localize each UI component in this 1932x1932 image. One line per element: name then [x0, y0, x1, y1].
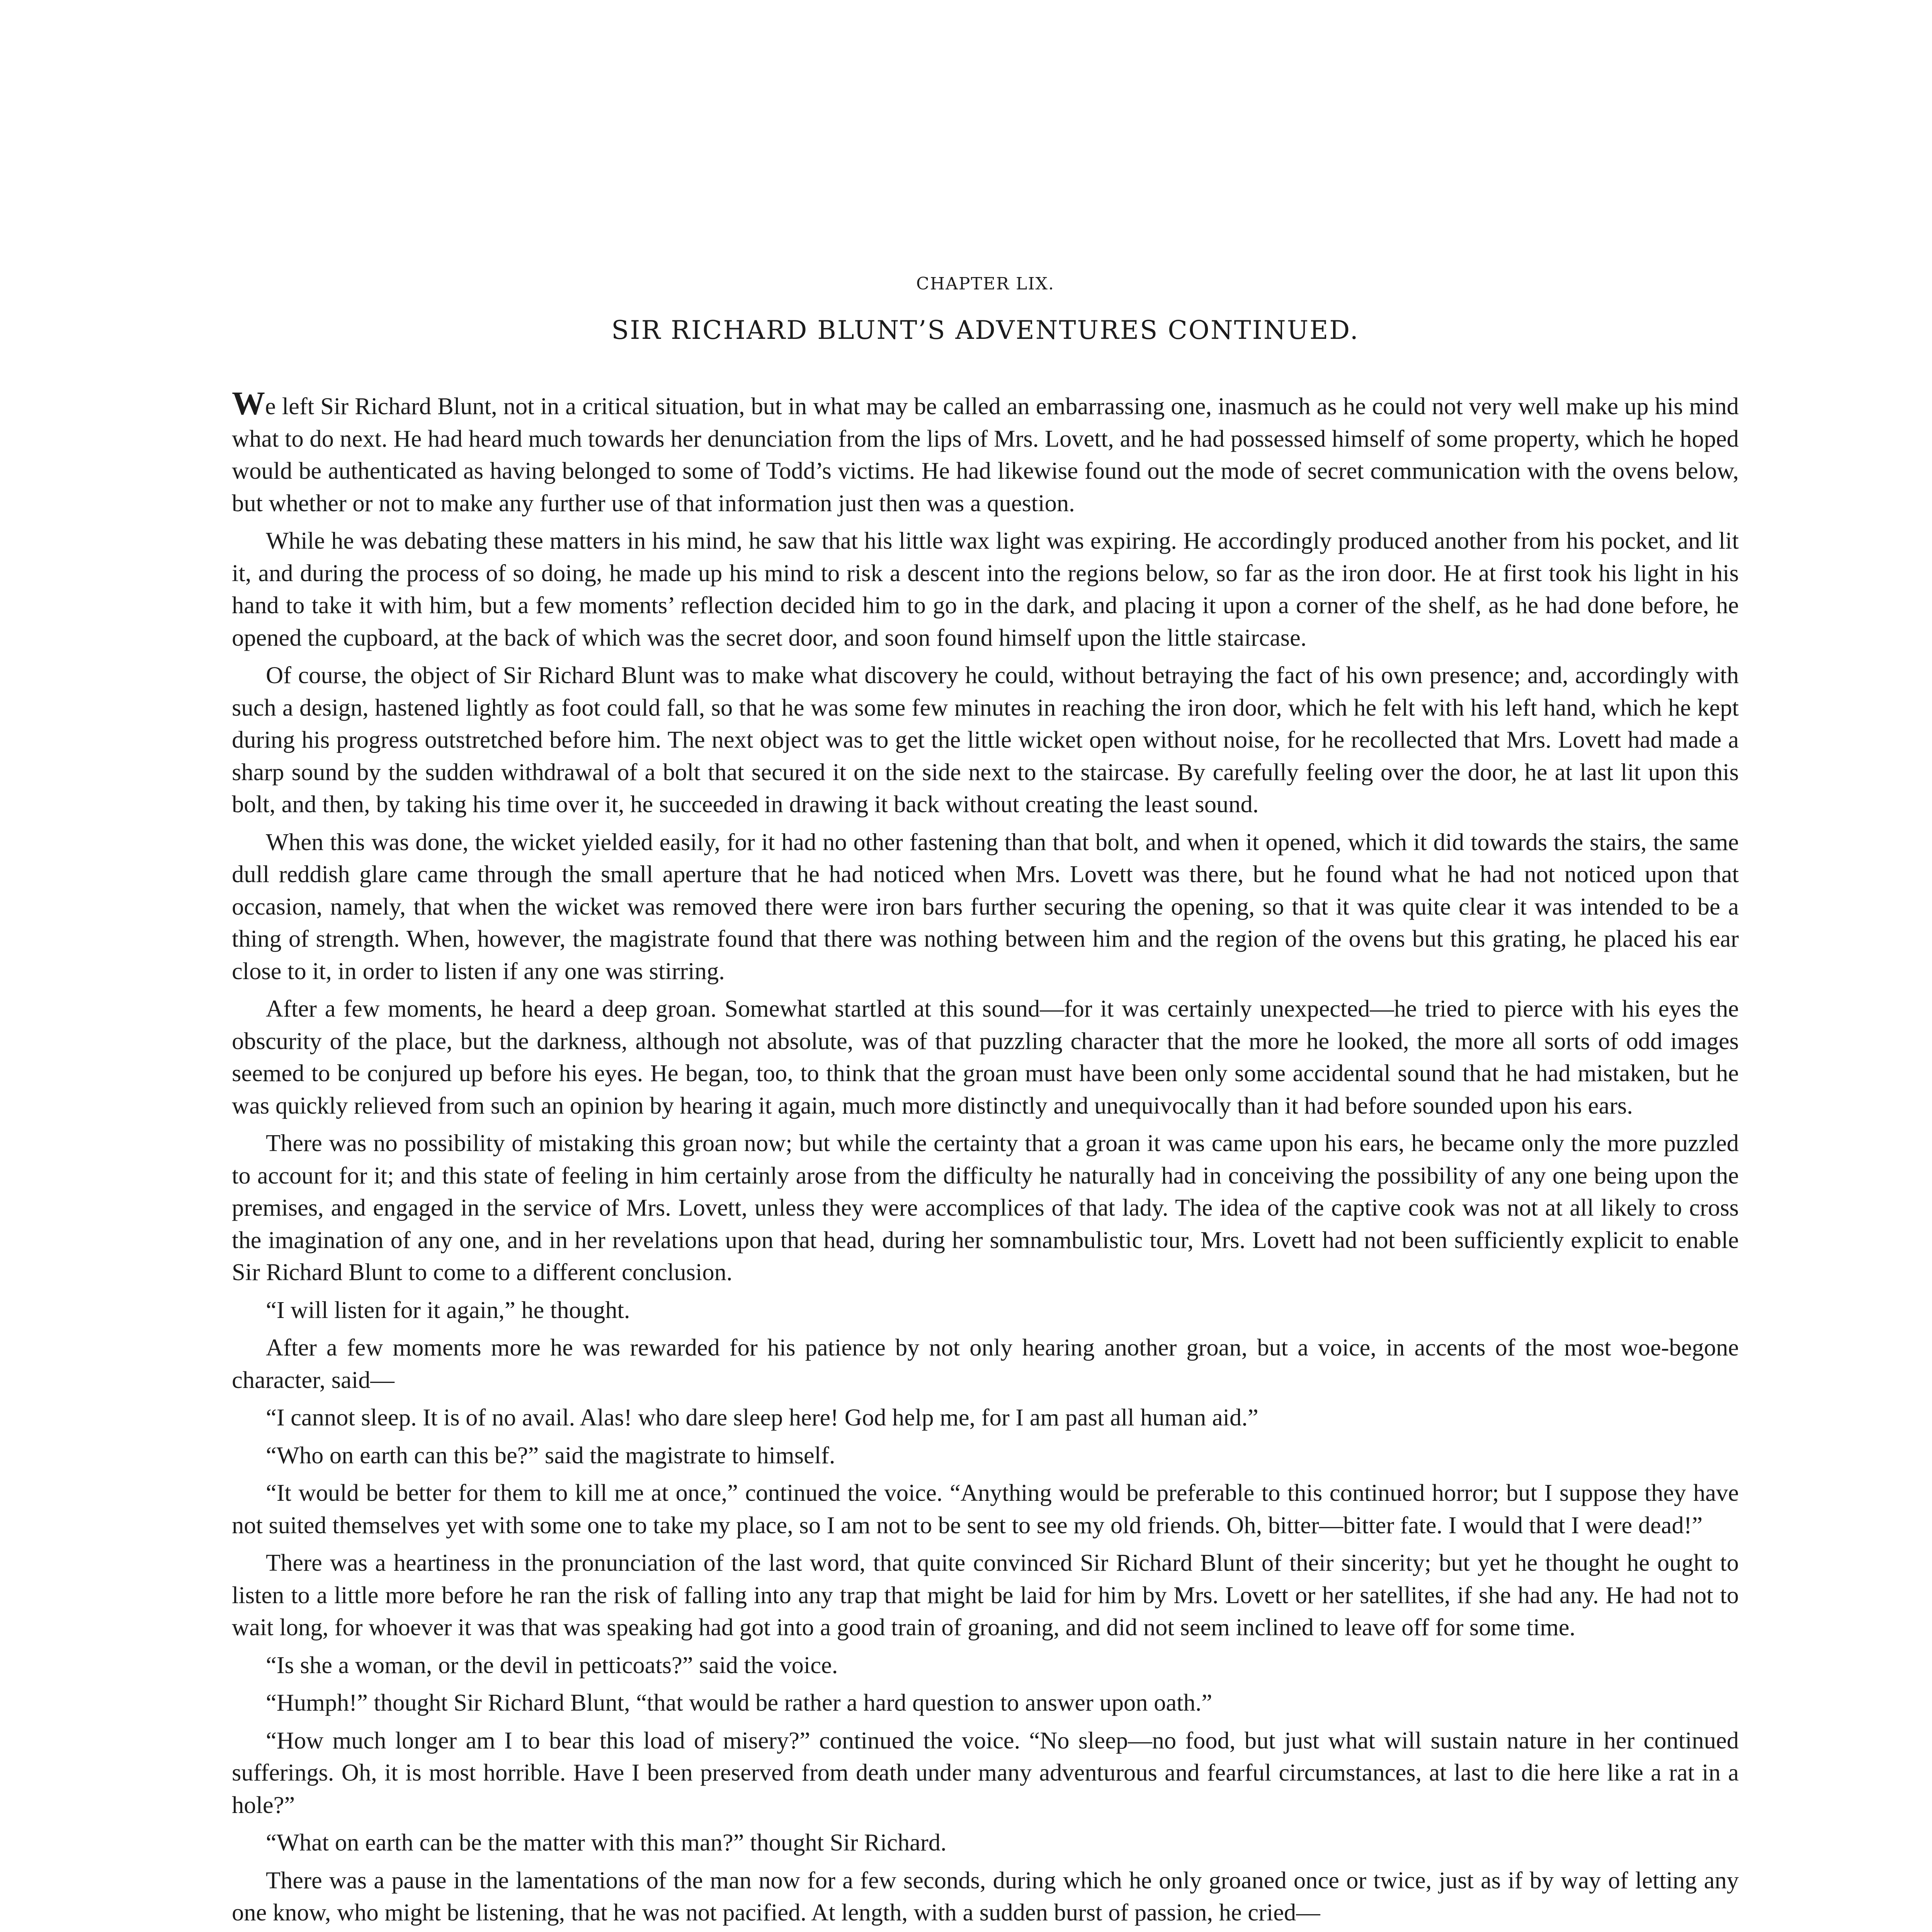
- paragraph-3: Of course, the object of Sir Richard Blunt was to make what discovery he could, without betraying the fact of his own presence; and, accordingly with such a design, hastened lightly as foot could fall, so that he was some few minutes in reaching the iron door, which he felt with his left hand, which he kept during his progress outstretched before him. The next object was to get the little wicket open without noise, for he recollected that Mrs. Lovett had made a sharp sound by the sudden withdrawal of a bolt that secured it on the side next to the staircase. By carefully feeling over the door, he at last lit upon this bolt, and then, by taking his time over it, he succeeded in drawing it back without creating the least sound.: [232, 662, 1739, 818]
- paragraph-8: After a few moments more he was rewarded for his patience by not only hearing another groan, but a voice, in accents of the most woe-begone character, said—: [232, 1334, 1739, 1393]
- chapter-title: SIR RICHARD BLUNT’S ADVENTURES CONTINUED.: [611, 315, 1359, 345]
- chapter-body: [232, 384, 1739, 1932]
- paragraph-7: “I will listen for it again,” he thought.: [266, 1296, 630, 1323]
- paragraph-5: After a few moments, he heard a deep groan. Somewhat startled at this sound—for it was certainly unexpected—he tried to pierce with his eyes the obscurity of the place, but the darkness, although not absolute, was of that puzzling character that the more he looked, the more all sorts of odd images seemed to be conjured up before his eyes. He began, too, to think that the groan must have been only some accidental sound that he had mistaken, but he was quickly relieved from such an opinion by hearing it again, much more distinctly and unequivocally than it had before sounded upon his ears.: [232, 995, 1739, 1119]
- chapter-number: CHAPTER LIX.: [916, 274, 1054, 294]
- book-page: [232, 270, 1739, 1932]
- paragraph-1: [232, 384, 1739, 519]
- paragraph-15: “How much longer am I to bear this load of misery?” continued the voice. “No sleep—no food, but just what will sustain nature in her continued sufferings. Oh, it is most horrible. Have I been preserved from death under many adventurous and fearful circumstances, at last to die here like a rat in a hole?”: [232, 1726, 1739, 1818]
- paragraph-4: When this was done, the wicket yielded easily, for it had no other fastening than that bolt, and when it opened, which it did towards the stairs, the same dull reddish glare came through the small aperture that he had noticed when Mrs. Lovett was there, but he found what he had not noticed upon that occasion, namely, that when the wicket was removed there were iron bars further securing the opening, so that it was quite clear it was intended to be a thing of strength. When, however, the magistrate found that there was nothing between him and the region of the ovens but this grating, he placed his ear close to it, in order to listen if any one was stirring.: [232, 828, 1739, 985]
- paragraph-6: There was no possibility of mistaking this groan now; but while the certainty that a groan it was came upon his ears, he became only the more puzzled to account for it; and this state of feeling in him certainly arose from the difficulty he naturally had in conceiving the possibility of any one being upon the premises, and engaged in the service of Mrs. Lovett, unless they were accomplices of that lady. The idea of the captive cook was not at all likely to cross the imagination of any one, and in her revelations upon that head, during her somnambulistic tour, Mrs. Lovett had not been sufficiently explicit to enable Sir Richard Blunt to come to a different conclusion.: [232, 1129, 1739, 1286]
- paragraph-11: “It would be better for them to kill me at once,” continued the voice. “Anything would be preferable to this continued horror; but I suppose they have not suited themselves yet with some one to take my place, so I am not to be sent to see my old friends. Oh, bitter—bitter fate. I would that I were dead!”: [232, 1479, 1739, 1539]
- paragraph-14: “Humph!” thought Sir Richard Blunt, “that would be rather a hard question to answer upon oath.”: [266, 1689, 1213, 1716]
- paragraph-17: There was a pause in the lamentations of the man now for a few seconds, during which he only groaned once or twice, just as if by way of letting any one know, who might be listening, that he was not pacified. At length, with a sudden burst of passion, he cried—: [232, 1866, 1739, 1926]
- paragraph-12: There was a heartiness in the pronunciation of the last word, that quite convinced Sir Richard Blunt of their sincerity; but yet he thought he ought to listen to a little more before he ran the risk of falling into any trap that might be laid for him by Mrs. Lovett or her satellites, if she had any. He had not to wait long, for whoever it was that was speaking had got into a good train of groaning, and did not seem inclined to leave off for some time.: [232, 1549, 1739, 1641]
- paragraph-9: “I cannot sleep. It is of no avail. Alas! who dare sleep here! God help me, for I am past all human aid.”: [266, 1404, 1259, 1431]
- paragraph-10: “Who on earth can this be?” said the magistrate to himself.: [266, 1441, 835, 1469]
- paragraph-13: “Is she a woman, or the devil in petticoats?” said the voice.: [266, 1651, 838, 1679]
- drop-cap: W: [232, 384, 265, 422]
- paragraph-2: While he was debating these matters in his mind, he saw that his little wax light was expiring. He accordingly produced another from his pocket, and lit it, and during the process of so doing, he made up his mind to risk a descent into the regions below, so far as the iron door. He at first took his light in his hand to take it with him, but a few moments’ reflection decided him to go in the dark, and placing it upon a corner of the shelf, as he had done before, he opened the cupboard, at the back of which was the secret door, and soon found himself upon the little staircase.: [232, 527, 1739, 651]
- paragraph-1-text: e left Sir Richard Blunt, not in a critical situation, but in what may be called an embarrassing one, inasmuch as he could not very well make up his mind what to do next. He had heard much towards her denunciation from the lips of Mrs. Lovett, and he had possessed himself of some property, which he hoped would be authenticated as having belonged to some of Todd’s victims. He had likewise found out the mode of secret communication with the ovens below, but whether or not to make any further use of that information just then was a question.: [232, 393, 1739, 517]
- paragraph-16: “What on earth can be the matter with this man?” thought Sir Richard.: [266, 1829, 947, 1856]
